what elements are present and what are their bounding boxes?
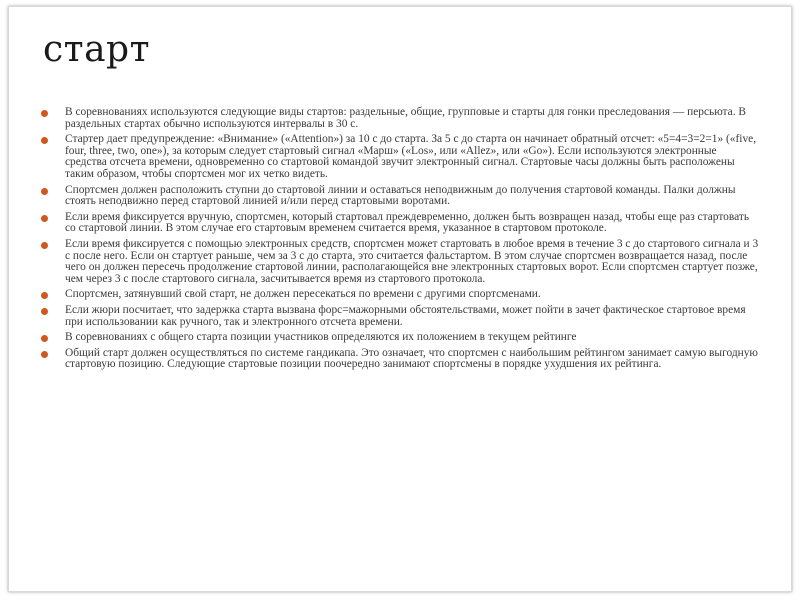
list-item xyxy=(39,305,759,328)
bullet-text: В соревнованиях используются следующие виды стартов: раздельные, общие, групповые и старты для гонки преследования — персьюта. В раздельных стартах обычно используются интервалы в 30 с. xyxy=(65,106,747,130)
bullet-text: Спортсмен должен расположить ступни до стартовой линии и оставаться неподвижным до получения стартовой команды. Палки должны стоять неподвижно перед стартовой линией и/или перед стартовыми воротами. xyxy=(65,183,736,208)
list-item xyxy=(39,134,759,180)
bullet-text: Если время фиксируется с помощью электронных средств, спортсмен может стартовать в любое время в течение 3 с до стартового сигнала и 3 с после него. Если он стартует раньше, чем за 3 с до старта, это считается фальстартом. В этом случае спортсмен возвращается назад, после чего он должен пересечь продолжение стартовой линии, располагающейся вне электронных стартовых ворот. Если спортсмен стартует позже, чем через 3 с после стартового сигнала, засчитывается время из стартового протокола. xyxy=(65,237,759,285)
bullet-dot-icon xyxy=(41,215,48,222)
list-item xyxy=(39,348,759,371)
list-item xyxy=(39,107,759,130)
bullet-text: Стартер дает предупреждение: «Внимание» («Attention») за 10 с до старта. За 5 с до старта он начинает обратный отсчет: «5=4=3=2=1» («five, four, three, two, one»), за которым следует стартовый сигнал «Марш» («Los», или «Allez», или «Go»). Если используются электронные средства отсчета времени, одновременно со стартовой командой звучит электронный сигнал. Стартовые часы должны быть расположены таким образом, чтобы спортсмен мог их четко видеть. xyxy=(65,133,757,180)
list-item xyxy=(39,239,759,285)
bullet-dot-icon xyxy=(41,351,48,358)
bullet-dot-icon xyxy=(41,308,48,315)
bullet-dot-icon xyxy=(41,188,48,195)
bullet-text: Если жюри посчитает, что задержка старта вызвана форс=мажорными обстоятельствами, может пойти в зачет фактическое стартовое время при использовании как ручного, так и электронного отсчета времени. xyxy=(65,303,746,328)
list-item xyxy=(39,212,759,235)
list-item xyxy=(39,289,759,301)
bullet-dot-icon xyxy=(41,242,48,249)
list-item xyxy=(39,185,759,208)
bullet-list xyxy=(39,107,759,375)
bullet-dot-icon xyxy=(41,335,48,342)
bullet-dot-icon xyxy=(41,110,48,117)
bullet-text: Если время фиксируется вручную, спортсмен, который стартовал преждевременно, должен быть возвращен назад, чтобы еще раз стартовать со стартовой линии. В этом случае его стартовым временем считается время, указанное в стартовом протоколе. xyxy=(65,210,750,235)
bullet-dot-icon xyxy=(41,292,48,299)
bullet-text: Общий старт должен осуществляться по системе гандикапа. Это означает, что спортсмен с наибольшим рейтингом занимает самую выгодную стартовую позицию. Следующие стартовые позиции поочередно занимают спортсмены в порядке ухудшения их рейтинга. xyxy=(65,346,758,371)
list-item xyxy=(39,332,759,344)
slide xyxy=(8,6,792,592)
slide-title: старт xyxy=(43,29,151,70)
bullet-text: В соревнованиях с общего старта позиции участников определяются их положением в текущем рейтинге xyxy=(65,331,577,344)
bullet-dot-icon xyxy=(41,137,48,144)
bullet-text: Спортсмен, затянувший свой старт, не должен пересекаться по времени с другими спортсменами. xyxy=(65,288,541,301)
